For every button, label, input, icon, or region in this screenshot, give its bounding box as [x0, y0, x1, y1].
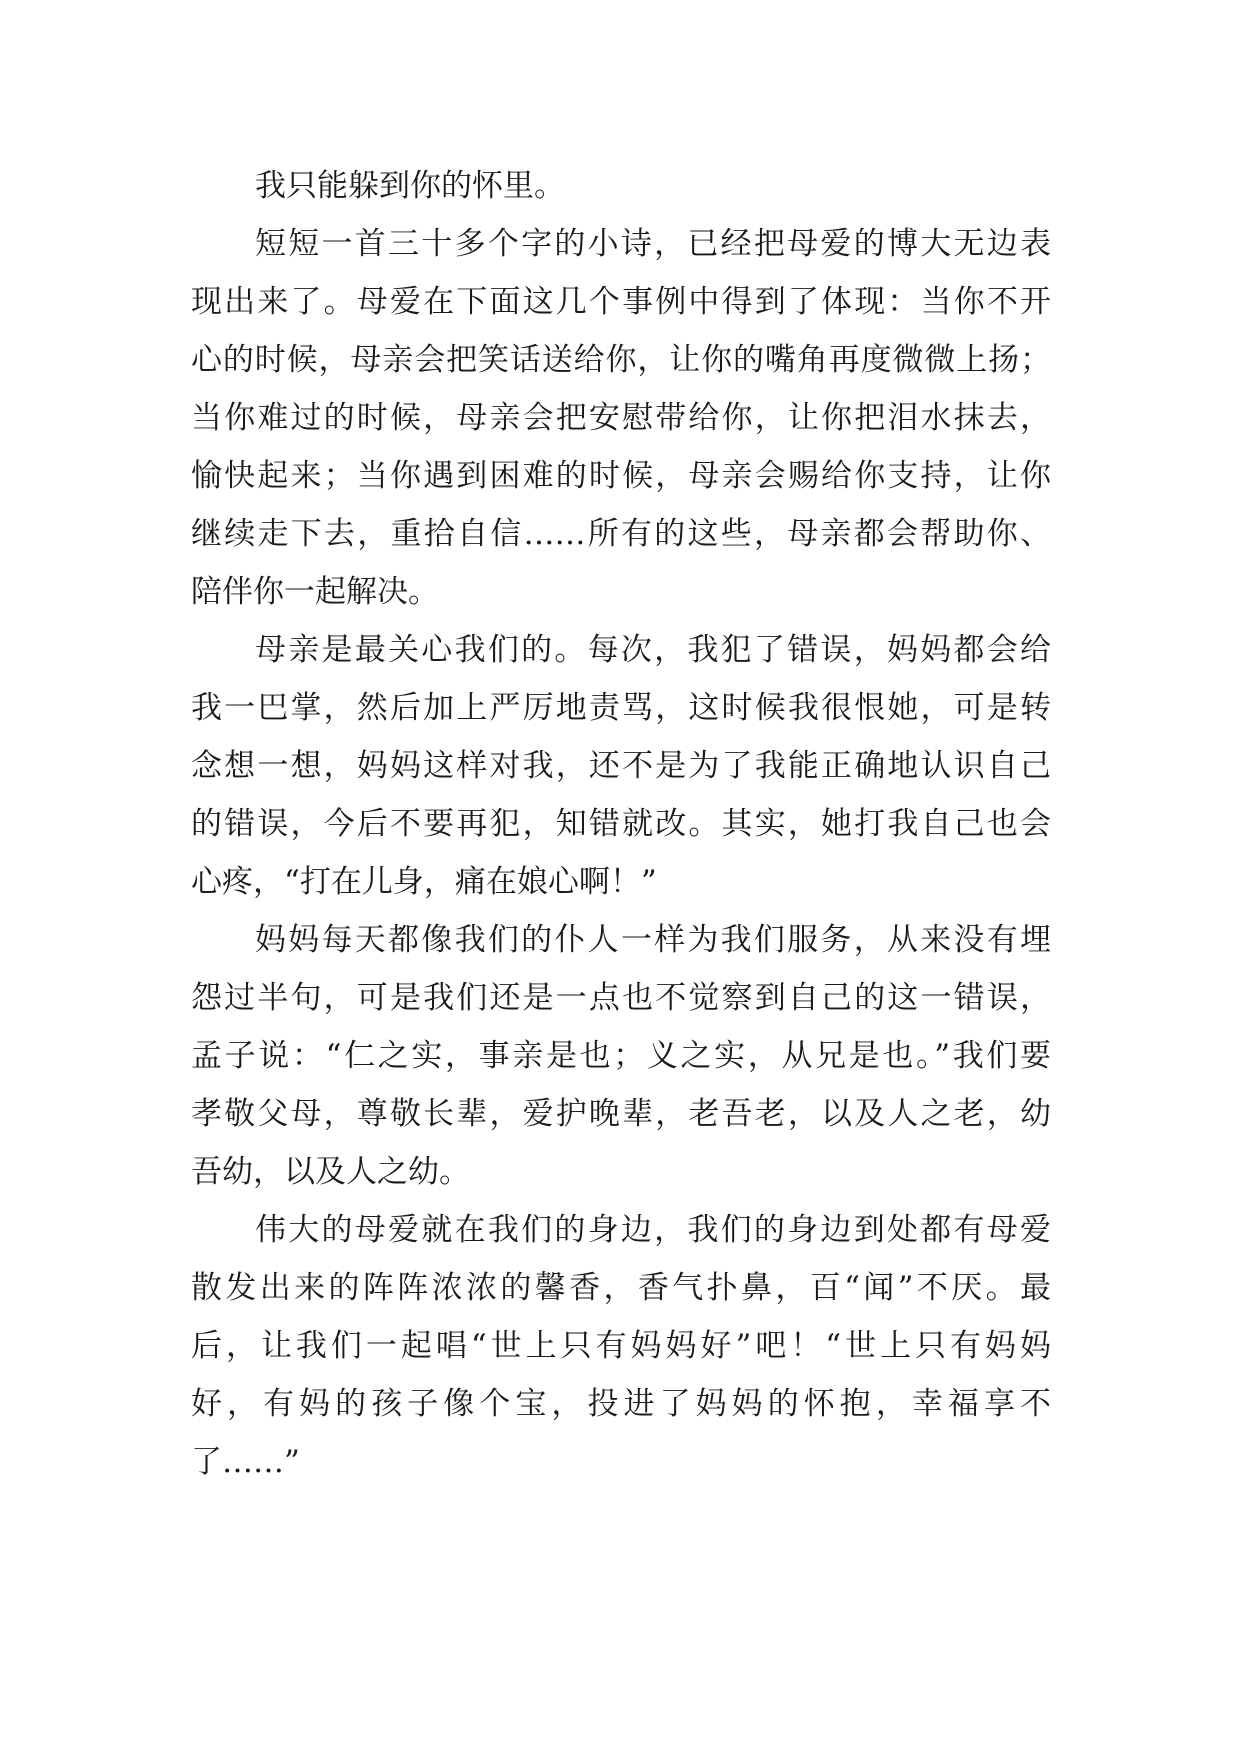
- text-line: 愉快起来；当你遇到困难的时候，母亲会赐给你支持，让你: [191, 458, 1051, 494]
- text-line: 心疼，“打在儿身，痛在娘心啊！”: [191, 864, 657, 900]
- text-line: 孝敬父母，尊敬长辈，爱护晚辈，老吾老，以及人之老，幼: [191, 1096, 1051, 1132]
- text-line: 陪伴你一起解决。: [191, 574, 439, 610]
- text-line: 我只能躲到你的怀里。: [255, 168, 565, 204]
- text-line: 当你难过的时候，母亲会把安慰带给你，让你把泪水抹去，: [191, 400, 1051, 436]
- text-line: 继续走下去，重拾自信……所有的这些，母亲都会帮助你、: [191, 516, 1051, 552]
- text-line: 散发出来的阵阵浓浓的馨香，香气扑鼻，百“闻”不厌。最: [191, 1270, 1051, 1306]
- body-text: [191, 157, 1051, 1491]
- text-line: 伟大的母爱就在我们的身边，我们的身边到处都有母爱: [255, 1212, 1051, 1248]
- text-line: 孟子说：“仁之实，事亲是也；义之实，从兄是也。”我们要: [191, 1038, 1051, 1074]
- text-line: 心的时候，母亲会把笑话送给你，让你的嘴角再度微微上扬；: [191, 342, 1051, 378]
- text-line: 怨过半句，可是我们还是一点也不觉察到自己的这一错误，: [191, 980, 1051, 1016]
- text-line: 短短一首三十多个字的小诗，已经把母爱的博大无边表: [255, 226, 1051, 262]
- text-line: 现出来了。母爱在下面这几个事例中得到了体现：当你不开: [191, 284, 1051, 320]
- text-line: 母亲是最关心我们的。每次，我犯了错误，妈妈都会给: [255, 632, 1051, 668]
- text-line: 好，有妈的孩子像个宝，投进了妈妈的怀抱，幸福享不: [191, 1386, 1051, 1422]
- text-line: 妈妈每天都像我们的仆人一样为我们服务，从来没有埋: [255, 922, 1051, 958]
- text-line: 后，让我们一起唱“世上只有妈妈好”吧！“世上只有妈妈: [191, 1328, 1051, 1364]
- text-line: 念想一想，妈妈这样对我，还不是为了我能正确地认识自己: [191, 748, 1051, 784]
- text-line: 了……”: [191, 1444, 300, 1480]
- text-line: 吾幼，以及人之幼。: [191, 1154, 470, 1190]
- text-line: 的错误，今后不要再犯，知错就改。其实，她打我自己也会: [191, 806, 1051, 842]
- text-line: 我一巴掌，然后加上严厉地责骂，这时候我很恨她，可是转: [191, 690, 1051, 726]
